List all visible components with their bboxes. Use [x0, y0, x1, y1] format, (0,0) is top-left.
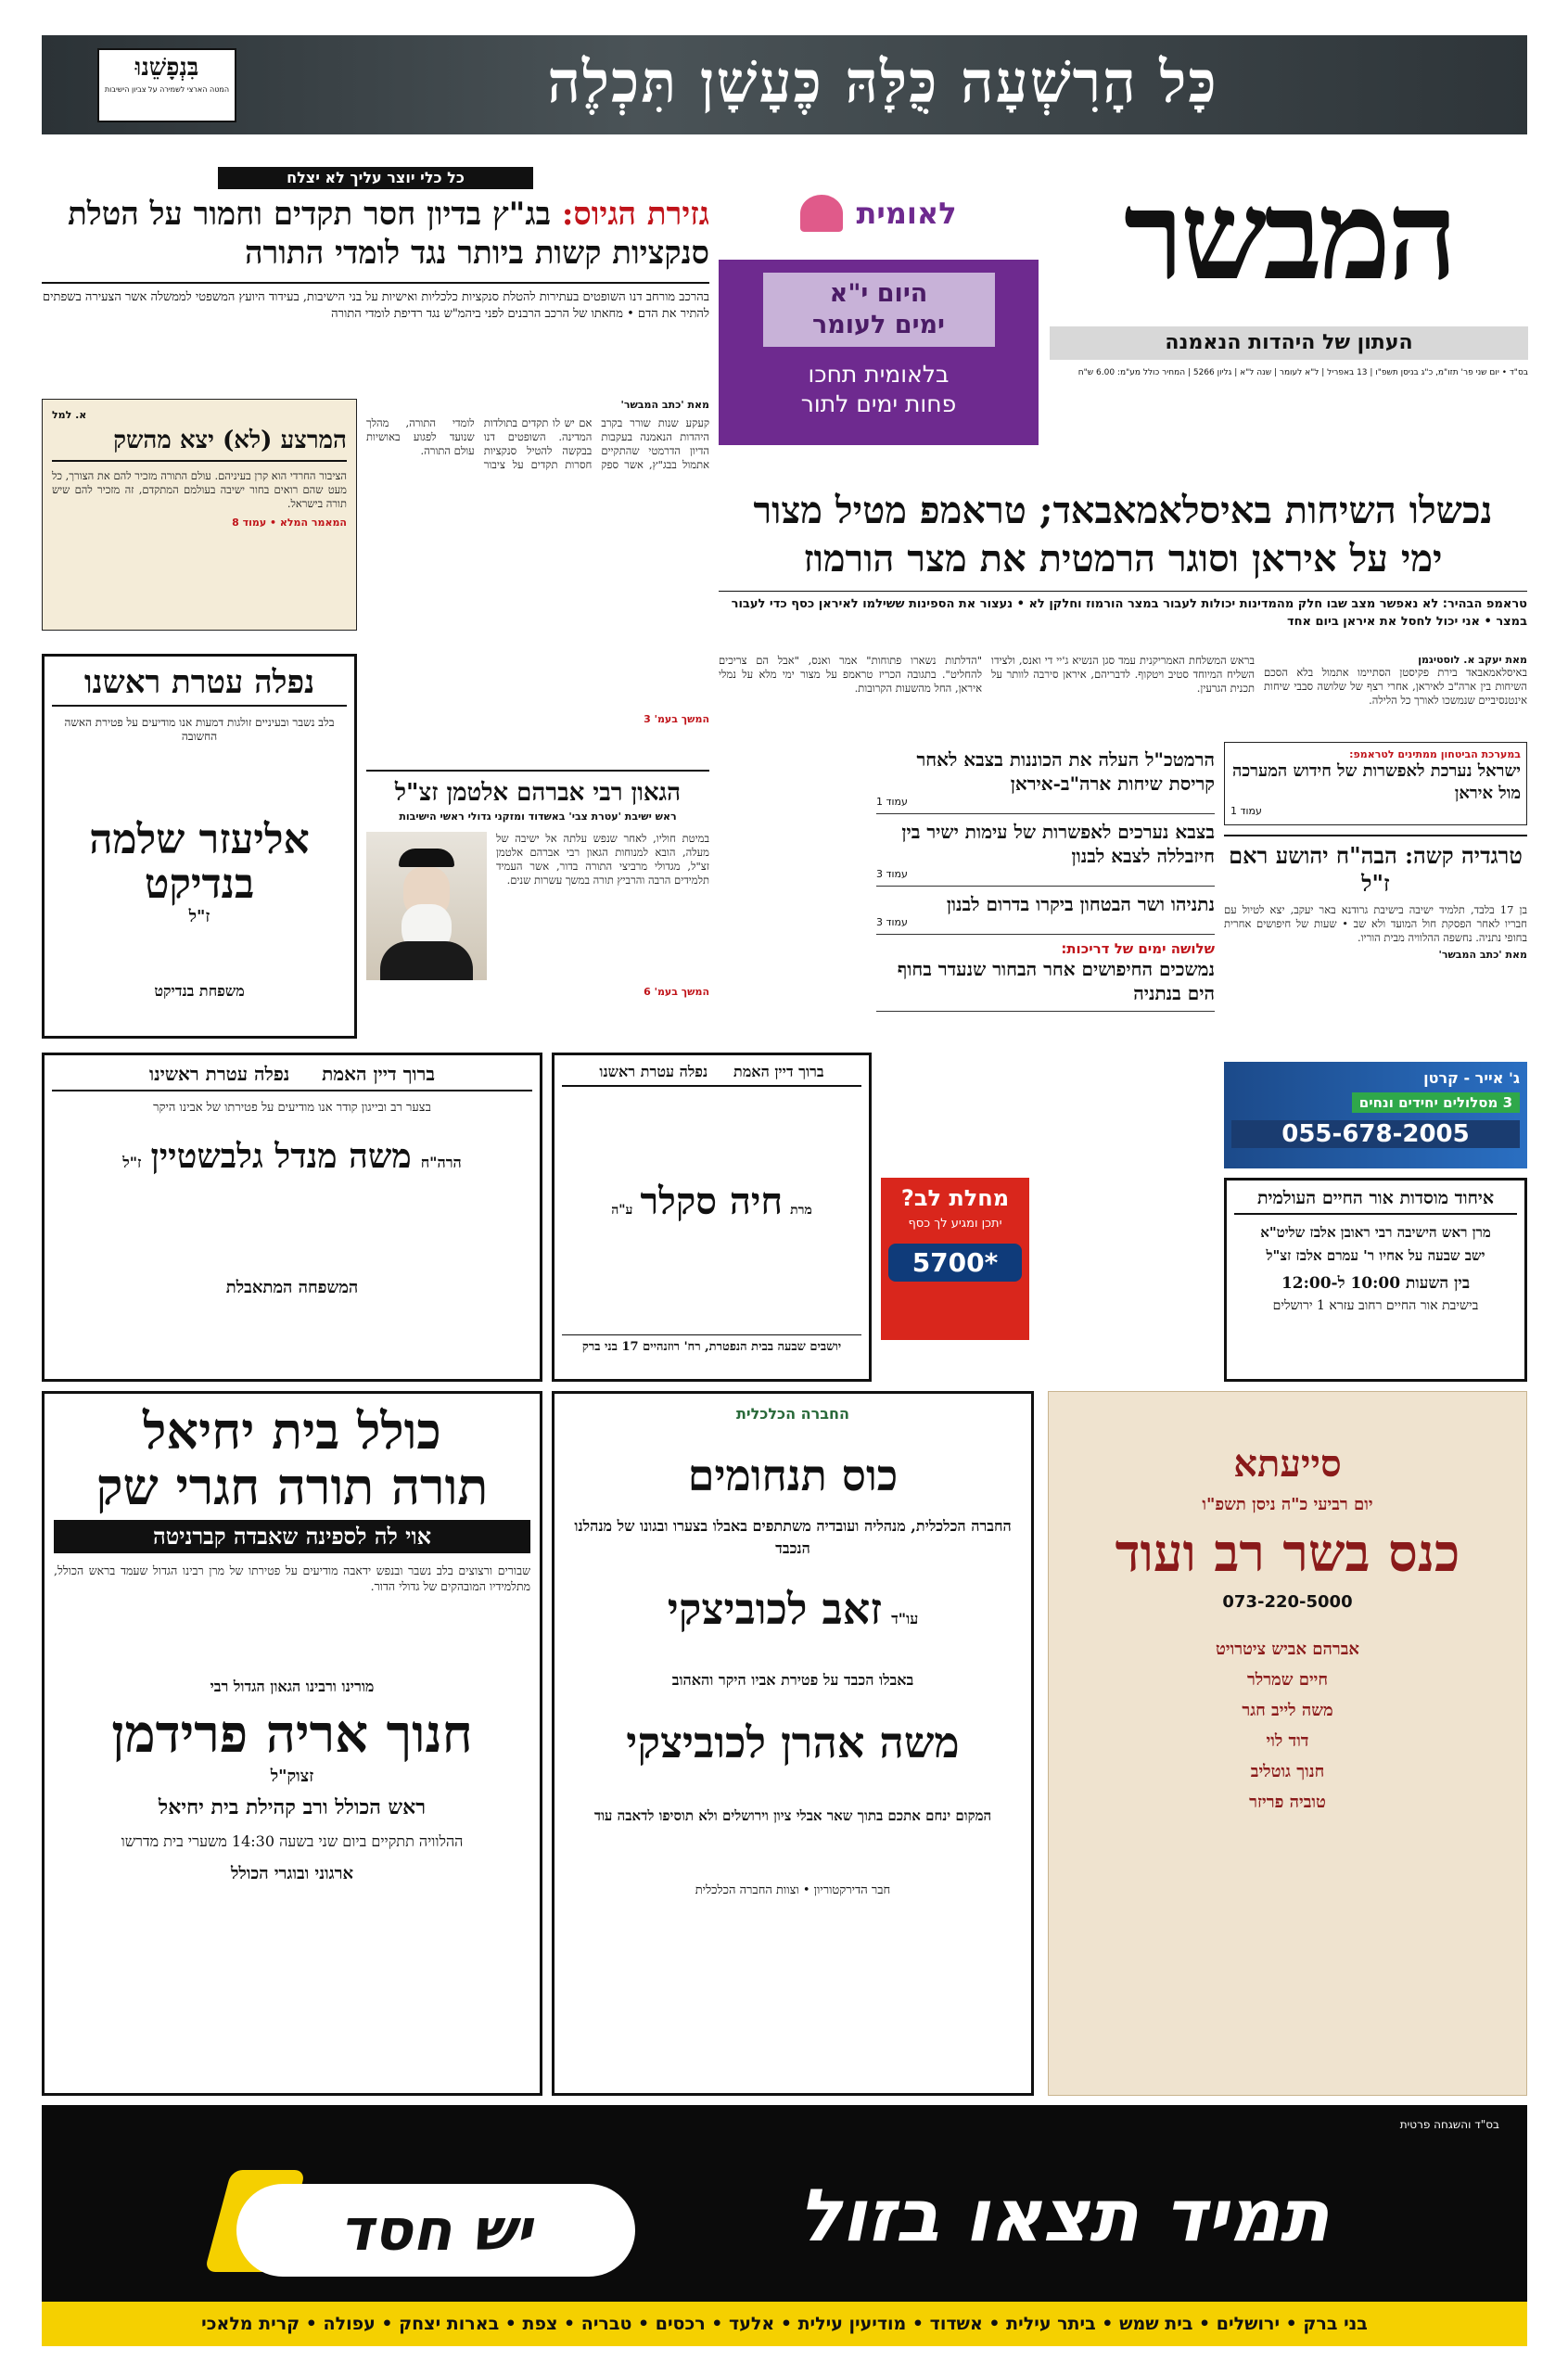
siyata-head: כנס בשר רב ועוד — [1115, 1523, 1460, 1584]
issue-line: בס"ד • יום שני פר' תזו"מ, כ"ג בניסן תשפ"ו | 13 באפריל | ל"א לעומר | שנה ל"א | גליון 5266 | המחיר כולל מע"מ: 6.00 ש"ח — [1077, 368, 1528, 377]
death-notice-gelbshtein — [42, 1053, 542, 1382]
main-headline-line1: נכשלו השיחות באיסלאמאבאד; טראמפ מטיל מצור — [753, 489, 1493, 532]
decree-lede: בהרכב מורחב דנו השופטים בעתירות להטלת סנקציות כלכליות ואישיות על בני הישיבות, בעידוד היועץ המשפטי לממשלה אשר הצעירה בשפתים להתיר את הדם • מחאתו של הרכב הרבנים לפני ביהמ"ש נגד רדיפת לומדי התורה — [42, 282, 709, 323]
notice-b-top: ברוך דיין האמת נפלה עטרת ראשנו — [562, 1063, 861, 1087]
masthead — [1050, 164, 1528, 427]
kollel-bar: אוי לה לספינה שאבדה קברניטה — [54, 1520, 530, 1553]
insert-headline: המרצע (לא) יצא מהשק — [52, 427, 347, 462]
leumit-logo — [719, 167, 1039, 260]
condolence-signers: חבר הדירקטוריון • וצוות החברה הכלכלית — [695, 1883, 891, 1897]
notice-a-title: הרה"ח — [420, 1154, 462, 1171]
kollel-head1: כולל בית יחיאל — [143, 1401, 441, 1461]
condolence-notice — [552, 1391, 1034, 2096]
notice-b-suffix: ע"ה — [611, 1203, 633, 1218]
notice-name: אליעזר שלמה בנדיקט — [89, 816, 310, 908]
opinion-column — [366, 399, 709, 742]
column-text: "הדלתות נשארו פתוחות" אמר ואנס, "אבל הם צריכים להחליט". בתגובה הכריז טראמפ על מצור ימי מלא על נמלי איראן, החל מהשעות הקרובות. — [719, 654, 982, 695]
memorial-line1: מרן ראש הישיבה רבי ראובן אלבז שליט"א — [1260, 1224, 1491, 1241]
notice-a-name: משה מנדל גלבשטיין — [150, 1137, 412, 1176]
kollel-funeral: ההלוויה תתקיים ביום שני בשעה 14:30 משערי בית מדרשו — [121, 1832, 464, 1850]
banner-cities: בני ברק • ירושלים • בית שמש • ביתר עילית • אשדוד • מודיעין עילית • אלעד • רכסים • טבריה • צפת • בארות יצחק • עפולה • קרית מלאכי — [42, 2302, 1527, 2346]
insert-text: הציבור החרדי הוא קרן בעיניהם. עולם התורה מזכיר להם את הצורך, כל מעט שהם רואים בחור ישיבה בעולמם המתקדם, זה מזכיר להם שיש תורה בישראל. — [52, 469, 347, 510]
rabbi-obituary — [366, 770, 709, 1043]
realestate-phone[interactable]: 055-678-2005 — [1231, 1120, 1520, 1148]
banner-verse: כָּל הָרִשְׁעָה כֻּלָּהּ כֶּעָשָׁן תִּכְלֶה — [547, 48, 1218, 116]
realestate-head: ג' אייר - קרטן — [1423, 1069, 1520, 1087]
teaser-item[interactable] — [876, 814, 1215, 887]
heart-ad-phone[interactable]: *5700 — [888, 1244, 1022, 1282]
condolence-title1: עו"ד — [891, 1610, 919, 1627]
newspaper-logo: המבשר — [1123, 164, 1455, 308]
siyata-brand: סייעתא — [1233, 1442, 1342, 1486]
notice-a-top: ברוך דיין האמת נפלה עטרת ראשינו — [52, 1063, 532, 1091]
leumit-days-line2: ימים לעומר — [811, 311, 945, 339]
siyata-speakers — [1062, 1640, 1513, 1812]
security-teaser[interactable] — [1224, 742, 1527, 825]
teaser-kicker: שלושה ימים של דריכות: — [1061, 940, 1215, 957]
banner-small-text: בס"ד והשגחה פרטית — [1399, 2118, 1499, 2131]
teaser-headline: נתניהו ושר הבטחון ביקרו בדרום לבנון — [946, 893, 1215, 915]
siyata-ad[interactable] — [1048, 1391, 1527, 2096]
main-headline-sub: טראמפ הבהיר: לא נאפשר מצב שבו חלק מהמדינות יכולות לעבור במצר הורמוז וחלקן לא • נעצור את הספינות ששילמו לאיראן כסף כדי לעבור במצר • אני יכול לחסל את איראן ביום אחד — [719, 591, 1527, 631]
speaker-name: חנוך גוטליב — [1250, 1762, 1325, 1781]
banner-badge — [97, 48, 236, 122]
banner-slogan: תמיד תצאו בזול — [797, 2175, 1330, 2258]
kollel-family: ארגוני ובוגרי הכולל — [230, 1864, 354, 1883]
realestate-sub: 3 מסלולים יחידים ונחים — [1352, 1092, 1520, 1113]
decree-kicker: כל כלי יוצר עליך לא יצלח — [218, 167, 533, 189]
banner-brand-logo: יש חסד — [236, 2184, 635, 2277]
siyata-date: יום רביעי כ"ה ניסן תשפ"ו — [1202, 1495, 1373, 1514]
notice-suffix: ז"ל — [188, 907, 210, 926]
teaser-item[interactable] — [876, 935, 1215, 1012]
condolence-name2: משה אהרן לכוביצקי — [626, 1717, 960, 1768]
main-column — [991, 654, 1255, 747]
main-headline-line2: ימי על איראן וסוגר הרמטית את מצר הורמוז — [803, 537, 1443, 581]
column-text: באיסלאמאבאד בירת פקיסטן הסתיימו אתמול בלא הסכם השיחות בין ארה"ב לאיראן, אחרי רצף של שלושה סבבי שיחות אינטנסיביים שנמשכו לאורך כל הלילה. — [1264, 666, 1527, 707]
heart-icon — [800, 195, 843, 232]
memorial-heading: איחוד מוסדות אור החיים העולמית — [1234, 1188, 1517, 1215]
teaser-headline: בצבא נערכים לאפשרות של עימות ישיר בין חיזבללה לצבא לבנון — [901, 821, 1215, 867]
opinion-text: קעקע שנות שורר בקרב היהדות הנאמנה בעקבות הדיון הדרמטי שהתקיים אתמול בבג"ץ, אשר ספק אם יש לו תקדים בתולדות המדינה. השופטים דנו בבקשה להטיל סנקציות חסרות תקדים על ציבור לומדי התורה, מהלך שנועד לפגוע באושיות עולם התורה. — [366, 416, 709, 471]
main-column — [1264, 654, 1527, 747]
opinion-more: המשך בעמ' 3 — [644, 713, 709, 725]
teaser-page: עמוד 3 — [876, 916, 908, 928]
main-headline — [719, 487, 1527, 631]
notice-a-intro: בצער רב ובייגון קודר אנו מודיעים על פטירתו של אבינו היקר — [153, 1101, 431, 1115]
security-kicker: במערכת הביטחון ממתינים לטראמפ: — [1349, 748, 1521, 760]
tragedy-byline: מאת 'כתב המבשר' — [1438, 949, 1527, 961]
security-headline: ישראל נערכת לאפשרות של חידוש המערכה מול איראן — [1232, 761, 1521, 803]
teaser-headline: נמשכים החיפושים אחר הבחור שנעדר בחוף הים בנתניה — [897, 958, 1215, 1004]
leumit-foot-line2: פחות ימים לתור — [800, 390, 957, 417]
teaser-headline: הרמטכ"ל העלה את הכוננות בצבא לאחר קריסת שיחות ארה"ב-איראן — [916, 748, 1215, 795]
kollel-text: שבורים ורצוצים בלב נשבר ובנפש ידאבה מודיעים על פטירתו של מרן רבינו הגדול שעמד בראש הכולל, מתלמידיו המובהקים של גדולי הדור. — [54, 1564, 530, 1593]
notice-a-suffix: ז"ל — [122, 1154, 142, 1171]
leumit-days-box — [763, 273, 995, 347]
teaser-item[interactable] — [876, 887, 1215, 935]
bottom-banner-ad[interactable] — [42, 2105, 1527, 2346]
opinion-byline: מאת 'כתב המבשר' — [620, 399, 709, 411]
tragedy-headline: טרגדיה קשה: הבה"ח יהושע ראם ז"ל — [1229, 842, 1523, 897]
condolence-intro2: באבלו הכבד על פטירת אביו היקר והאהוב — [671, 1671, 914, 1689]
rabbi-more: המשך בעמ' 6 — [644, 986, 709, 998]
column-text: בראש המשלחת האמריקנית עמד סגן הנשיא ג'יי די ואנס, ולצידו השליח המיוחד סטיב ויטקוף. לדבריהם, איראן סירבה לוותר על תכנית הגרעין. — [991, 654, 1255, 695]
notice-heading: נפלה עטרת ראשנו — [52, 664, 347, 707]
badge-title: בִּנְפָשֵׁנוּ — [134, 54, 199, 82]
speaker-name: חיים שמרלר — [1246, 1670, 1329, 1690]
teaser-page: עמוד 1 — [876, 796, 908, 808]
draft-decree-article — [42, 167, 709, 389]
memorial-line2: ישב שבעה על אחיו ר' עמרם אלבז זצ"ל — [1266, 1247, 1485, 1264]
realestate-ad[interactable] — [1224, 1062, 1527, 1168]
leumit-days-line1: היום י"א — [829, 279, 928, 308]
insert-byline: א. למל — [52, 409, 87, 421]
notice-b-family: יושבים שבעה בבית הנפטרת, רח' רוזנהיים 17 בני ברק — [562, 1334, 861, 1354]
rabbi-subhead: ראש ישיבת 'עטרת צבי' באשדוד ומזקני גדולי ראשי הישיבות — [399, 810, 677, 823]
teaser-list — [876, 742, 1215, 1057]
security-page: עמוד 1 — [1230, 805, 1262, 817]
memorial-time: בין השעות 10:00 ל-12:00 — [1281, 1274, 1471, 1293]
leumit-brand: לאומית — [856, 196, 957, 231]
death-notice-benedikt — [42, 654, 357, 1039]
heart-claim-ad[interactable] — [881, 1178, 1029, 1340]
condolence-blessing: המקום ינחם אתכם בתוך שאר אבלי ציון וירושלים ולא תוסיפו לדאבה עוד — [593, 1807, 992, 1824]
condolence-intro: החברה הכלכלית, מנהליה ועובדיה משתתפים באבלו בצערו ובגונו של מנהלנו הנכבד — [574, 1517, 1012, 1557]
coat-icon — [380, 941, 473, 980]
decree-headline — [42, 195, 709, 273]
speaker-name: אברהם אביש ציטרויט — [1216, 1640, 1359, 1659]
heart-ad-sub: יתכן ומגיע לך כסף — [908, 1217, 1002, 1231]
main-column — [719, 654, 982, 747]
insert-protest — [42, 399, 357, 631]
rabbi-text: במיטת חוליו, לאחר שנפש עלתה אל ישיבה של מעלה, הובא למנוחות הגאון רבי אברהם אלטמן זצ"ל, מגדולי מרביצי התורה בדור, אשר העמיד תלמידים הרבה והרביץ תורה במשך עשרות שנים. — [496, 832, 709, 887]
column-byline: מאת יעקב א. לוסטיגמן — [1418, 654, 1527, 666]
notice-b-title: מרת — [790, 1203, 812, 1218]
memorial-notice — [1224, 1178, 1527, 1382]
condolence-org-logo: החברה הכלכלית — [735, 1405, 850, 1423]
siyata-phone[interactable]: 073-220-5000 — [1222, 1592, 1353, 1612]
leumit-foot-line1: בלאומית תחכו — [808, 361, 950, 388]
teaser-item[interactable] — [876, 742, 1215, 814]
decree-headline-red: גזירת הגיוס: — [561, 196, 709, 233]
decree-headline-rest: בג"ץ בדיון חסר תקדים וחמור על הטלת סנקציות קשות ביותר נגד לומדי התורה — [68, 196, 709, 272]
top-banner — [42, 35, 1527, 134]
kollel-name: חנוך אריה פרידמן — [111, 1704, 473, 1765]
heart-ad-title: מחלת לב? — [900, 1185, 1010, 1211]
insert-more: המאמר המלא • עמוד 8 — [232, 517, 347, 529]
notice-family: משפחת בנדיקט — [154, 982, 245, 1000]
teaser-page: עמוד 3 — [876, 868, 908, 880]
kollel-role: ראש הכולל ורב קהילת בית יחיאל — [158, 1795, 427, 1819]
leumit-footer — [719, 360, 1039, 419]
notice-b-name: חיה סקלר — [640, 1180, 784, 1223]
tragedy-article — [1224, 835, 1527, 1048]
badge-subtitle: המטה הארצי לשמירה על צביון הישיבות — [104, 85, 230, 94]
kollel-notice — [42, 1391, 542, 2096]
kollel-head2: תורה תורה חגרי שק — [96, 1457, 489, 1516]
speaker-name: דוד לוי — [1266, 1731, 1309, 1751]
kollel-suffix: זצוק"ל — [270, 1767, 314, 1786]
notice-a-family: המשפחה המתאבלת — [225, 1278, 359, 1297]
condolence-name1: זאב לכוביצקי — [667, 1584, 883, 1634]
death-notice-skler — [552, 1053, 872, 1382]
memorial-place: בישיבת אור החיים רחוב עזרא 1 ירושלים — [1272, 1298, 1479, 1313]
rabbi-photo — [366, 832, 487, 980]
kollel-title: מורינו ורבינו הגאון הגדול רבי — [210, 1678, 375, 1695]
condolence-head: כוס תנחומים — [687, 1450, 899, 1500]
notice-intro: בלב נשבר ובעיניים זולגות דמעות אנו מודיעים על פטירת האשה החשובה — [64, 716, 335, 743]
speaker-name: משה לייב חגר — [1242, 1701, 1333, 1720]
speaker-name: טוביה פריזר — [1249, 1793, 1326, 1812]
main-story-columns — [719, 654, 1527, 747]
hat-icon — [399, 849, 454, 867]
rabbi-headline: הגאון רבי אברהם אלטמן זצ"ל — [394, 779, 682, 807]
masthead-tagline: העתון של היהדות הנאמנה — [1050, 326, 1528, 360]
leumit-ad[interactable] — [719, 167, 1039, 445]
tragedy-text: בן 17 בלבד, תלמיד ישיבה בישיבת גרודנא באר יעקב, יצא לטיול עם חבריו לאחר הפסקת חול המועד ולא שב • שעות של חיפושים אחרית בחופי נתניה. נחשפה ההלוויה מבית הוריו. — [1224, 903, 1527, 944]
